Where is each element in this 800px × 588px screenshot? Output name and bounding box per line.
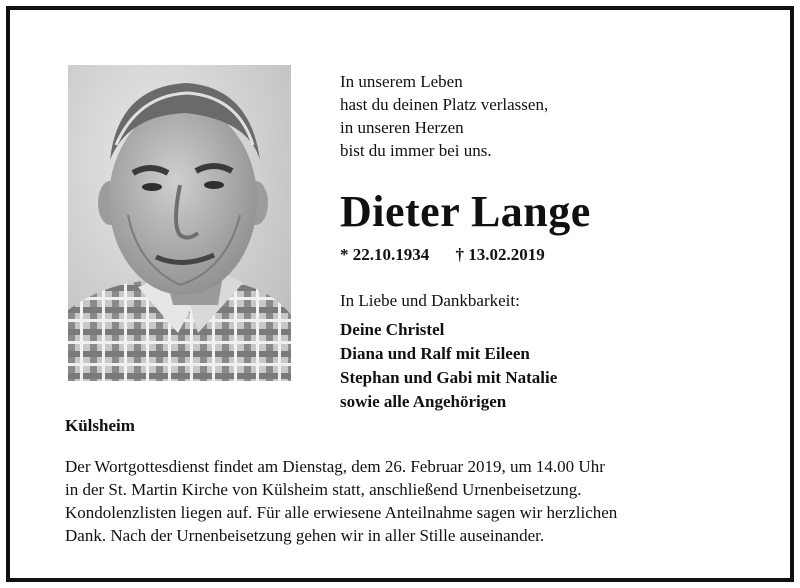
birth-date: * 22.10.1934 [340, 245, 430, 264]
portrait-photo [68, 65, 291, 381]
verse [340, 70, 548, 162]
notice-line: Kondolenzlisten liegen auf. Für alle erwiesene Anteilnahme sagen wir herzlichen [65, 503, 618, 522]
family-member: Diana und Ralf mit Eileen [340, 344, 530, 363]
family-member: Deine Christel [340, 320, 445, 339]
verse-line: in unseren Herzen [340, 118, 464, 137]
obituary-frame [6, 6, 794, 582]
notice-line: Der Wortgottesdienst findet am Dienstag, dem 26. Februar 2019, um 14.00 Uhr [65, 457, 605, 476]
portrait-image [68, 65, 291, 381]
family-member: sowie alle Angehörigen [340, 392, 507, 411]
notice-line: Dank. Nach der Urnenbeisetzung gehen wir in aller Stille auseinander. [65, 526, 545, 545]
service-notice [65, 455, 765, 547]
thanks-intro: In Liebe und Dankbarkeit: [340, 291, 520, 310]
family-member: Stephan und Gabi mit Natalie [340, 368, 558, 387]
family-list [340, 318, 557, 414]
deceased-name: Dieter Lange [340, 187, 591, 236]
verse-line: bist du immer bei uns. [340, 141, 492, 160]
death-date: † 13.02.2019 [455, 245, 545, 264]
verse-line: hast du deinen Platz verlassen, [340, 95, 549, 114]
place-name: Külsheim [65, 416, 135, 435]
verse-line: In unserem Leben [340, 72, 463, 91]
notice-line: in der St. Martin Kirche von Külsheim statt, anschließend Urnenbeisetzung. [65, 480, 582, 499]
life-dates [340, 243, 545, 267]
